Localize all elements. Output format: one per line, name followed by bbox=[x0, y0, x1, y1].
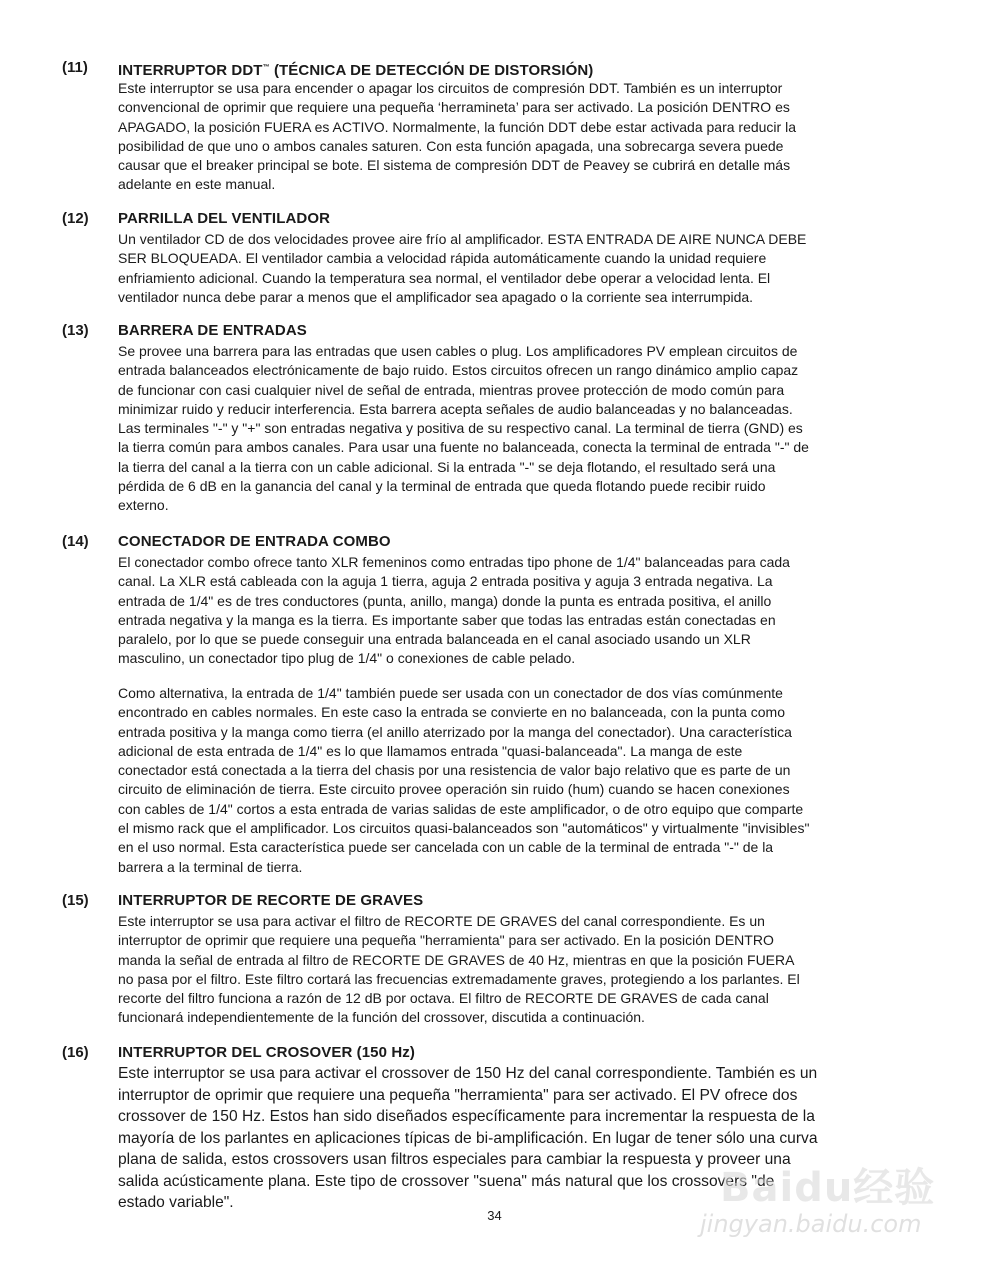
page-number: 34 bbox=[487, 1208, 502, 1223]
section-number: (11) bbox=[62, 59, 88, 76]
section-heading: CONECTADOR DE ENTRADA COMBO bbox=[118, 533, 391, 550]
section-heading: INTERRUPTOR DDT™ (TÉCNICA DE DETECCIÓN DE DISTORSIÓN) bbox=[118, 62, 594, 79]
section-heading: INTERRUPTOR DE RECORTE DE GRAVES bbox=[118, 892, 424, 909]
watermark-logo: Baidu经验 bbox=[720, 1165, 936, 1211]
section-body: Este interruptor se usa para activar el crossover de 150 Hz del canal correspondiente. También es un interruptor de oprimir que requiere una pequeña "herramienta" para ser activado. El PV ofrece dos crossover de 150 Hz. Estos han sido diseñados específicamente para incrementar la respuesta de la mayoría de los parlantes en aplicaciones típicas de bi-amplificación. En lugar de tener sólo una curva plana de salida, estos crossovers usan filtros especiales para cambiar la respuesta y proveer una salida acústicamente plana. Este tipo de crossover "suena" más natural que los crossovers "de estado variable". bbox=[118, 1065, 818, 1211]
section-number: (16) bbox=[62, 1044, 89, 1061]
section-number: (13) bbox=[62, 322, 89, 339]
section-body: Un ventilador CD de dos velocidades provee aire frío al amplificador. ESTA ENTRADA DE AIRE NUNCA DEBE SER BLOQUEADA. El ventilador cambia a velocidad rápida automáticamente cuando la unidad requiere enfriamiento adicional. Cuando la temperatura sea normal, el ventilador debe operar a velocidad lenta. El ventilador nunca debe parar a menos que el amplificador sea apagado o la corriente sea interrumpida. bbox=[118, 231, 807, 305]
trademark-symbol: ™ bbox=[262, 64, 270, 71]
section-body: El conectador combo ofrece tanto XLR femeninos como entradas tipo phone de 1/4" balanceadas para cada canal. La XLR está cableada con la aguja 1 tierra, aguja 2 entrada positiva y aguja 3 entrada negativa. La entrada de 1/4" es de tres conductores (punta, anillo, manga) donde la punta es entrada positiva, el anillo entrada negativa y la manga es la tierra. Es importante saber que todas las entradas están conectadas en paralelo, por lo que se puede conseguir una entrada balanceada en el canal asociado usando un XLR masculino, un conectador tipo plug de 1/4" o conexiones de cable pelado. bbox=[118, 554, 790, 667]
section-body: Este interruptor se usa para encender o apagar los circuitos de compresión DDT. También es un interruptor convencional de oprimir que requiere una pequeña ‘herramineta’ para ser activado. La posición DENTRO es APAGADO, la posición FUERA es ACTIVO. Normalmente, la función DDT debe estar activada para reducir la posibilidad de que uno o ambos canales saturen. Con esta función apagada, una sobrecarga severa puede causar que el breaker principal se bote. El sistema de compresión DDT de Peavey se cubrirá en detalle más adelante en este manual. bbox=[118, 80, 796, 193]
section-heading: PARRILLA DEL VENTILADOR bbox=[118, 210, 331, 227]
watermark-site: jingyan.baidu.com bbox=[700, 1210, 922, 1238]
section-body-paragraph-2: Como alternativa, la entrada de 1/4" también puede ser usada con un conectador de dos vías comúnmente encontrado en cables normales. En este caso la entrada se convierte en no balanceada, con la punta como entrada positiva y la manga como tierra (el anillo aterrizado por la manga del conectador). Una característica adicional de esta entrada de 1/4" es lo que llamamos entrada "quasi-balanceada". La manga de este conectador está conectada a la tierra del chasis por una resistencia de valor bajo relativo que es parte de un circuito de eliminación de tierra. Este circuito provee operación sin ruido (hum) cuando se hacen conexiones con cables de 1/4" cortos a esta entrada de varias salidas de este amplificador, o de otro equipo que comparte el mismo rack que el amplificador. Los circuitos quasi-balanceados son "automáticos" y virtualmente "invisibles" en el uso normal. Esta característica puede ser cancelada con un cable de la terminal de entrada "-" de la barrera a la terminal de tierra. bbox=[118, 685, 810, 875]
section-number: (14) bbox=[62, 533, 89, 550]
section-number: (12) bbox=[62, 210, 89, 227]
section-body: Se provee una barrera para las entradas que usen cables o plug. Los amplificadores PV emplean circuitos de entrada balanceados electrónicamente de bajo ruido. Estos circuitos ofrecen un rango dinámico amplio capaz de funcionar con casi cualquier nivel de señal de entrada, mientras provee protección de modo común para minimizar ruido y reducir interferencia. Esta barrera acepta señales de audio balanceadas y no balanceadas. Las terminales "-" y "+" son entradas negativa y positiva de su respectivo canal. La terminal de tierra (GND) es la tierra común para ambos canales. Para usar una fuente no balanceada, conecta la terminal de entrada "-" de la tierra del canal a la tierra con un cable adicional. Si la entrada "-" se deja flotando, el resultado será una pérdida de 6 dB en la ganancia del canal y la terminal de entrada que queda flotando puede recibir ruido externo. bbox=[118, 343, 809, 514]
section-heading: BARRERA DE ENTRADAS bbox=[118, 322, 307, 339]
section-body: Este interruptor se usa para activar el filtro de RECORTE DE GRAVES del canal correspondiente. Es un interruptor de oprimir que requiere una pequeña "herramienta" para ser activado. En la posición DENTRO manda la señal de entrada al filtro de RECORTE DE GRAVES de 40 Hz, mientras en que la posición FUERA no pasa por el filtro. Este filtro cortará las frecuencias extremadamente graves, protegiendo a los parlantes. El recorte del filtro funciona a razón de 12 dB por octava. El filtro de RECORTE DE GRAVES de cada canal funcionará independientemente de la función del crossover, discutida a continuación. bbox=[118, 913, 800, 1026]
section-heading: INTERRUPTOR DEL CROSOVER (150 Hz) bbox=[118, 1044, 415, 1061]
section-number: (15) bbox=[62, 892, 89, 909]
